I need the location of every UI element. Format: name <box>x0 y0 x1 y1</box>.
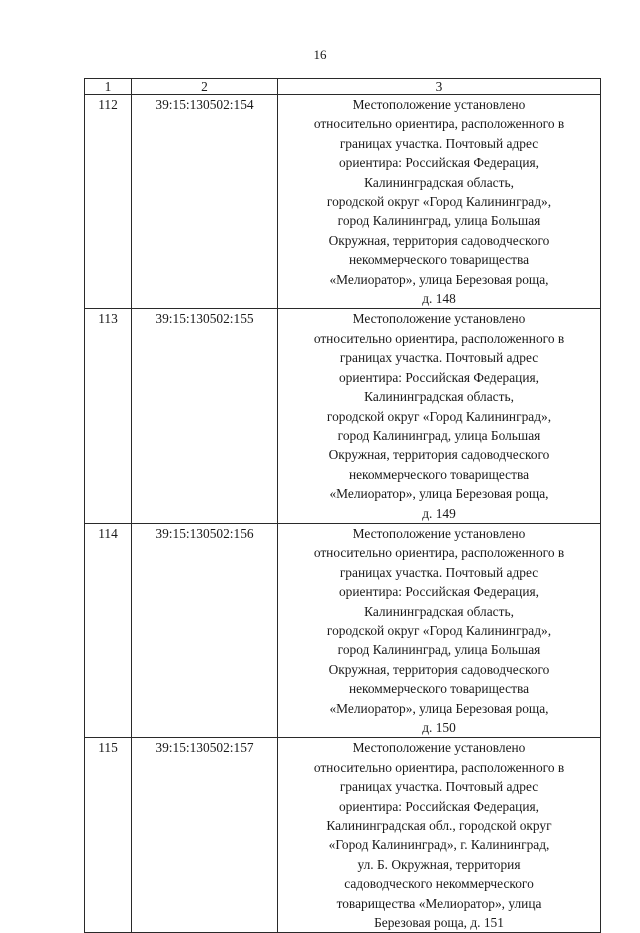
location-address: Местоположение установлено относительно ориентира, расположенного в границах участка. Почтовый адрес ориентира: Российская Федерация, Калининградская область, городской округ «Город Калининград», город Калининград, улица Большая Окружная, территория садоводческого некоммерческого товарищества «Мелиоратор», улица Березовая роща, д. 150 <box>278 523 601 737</box>
page-number: 16 <box>313 47 327 62</box>
cadastral-number: 39:15:130502:154 <box>132 95 278 309</box>
column-header-number: 1 <box>85 79 132 95</box>
land-plot-table <box>84 78 601 933</box>
row-number: 114 <box>85 523 132 737</box>
row-number: 115 <box>85 738 132 933</box>
cadastral-number: 39:15:130502:157 <box>132 738 278 933</box>
table-row <box>85 95 601 309</box>
cadastral-number: 39:15:130502:156 <box>132 523 278 737</box>
row-number: 112 <box>85 95 132 309</box>
location-address: Местоположение установлено относительно ориентира, расположенного в границах участка. Почтовый адрес ориентира: Российская Федерация, Калининградская обл., городской округ «Город Калининград», г. Калининград, ул. Б. Окружная, территория садоводческого некоммерческого товарищества «Мелиоратор», улица Березовая роща, д. 151 <box>278 738 601 933</box>
location-address: Местоположение установлено относительно ориентира, расположенного в границах участка. Почтовый адрес ориентира: Российская Федерация, Калининградская область, городской округ «Город Калининград», город Калининград, улица Большая Окружная, территория садоводческого некоммерческого товарищества «Мелиоратор», улица Березовая роща, д. 148 <box>278 95 601 309</box>
cadastral-number: 39:15:130502:155 <box>132 309 278 523</box>
table-row <box>85 738 601 933</box>
column-header-cadastral: 2 <box>132 79 278 95</box>
table-row <box>85 309 601 523</box>
column-header-address: 3 <box>278 79 601 95</box>
table-row <box>85 523 601 737</box>
table-header-row <box>85 79 601 95</box>
row-number: 113 <box>85 309 132 523</box>
location-address: Местоположение установлено относительно ориентира, расположенного в границах участка. Почтовый адрес ориентира: Российская Федерация, Калининградская область, городской округ «Город Калининград», город Калининград, улица Большая Окружная, территория садоводческого некоммерческого товарищества «Мелиоратор», улица Березовая роща, д. 149 <box>278 309 601 523</box>
